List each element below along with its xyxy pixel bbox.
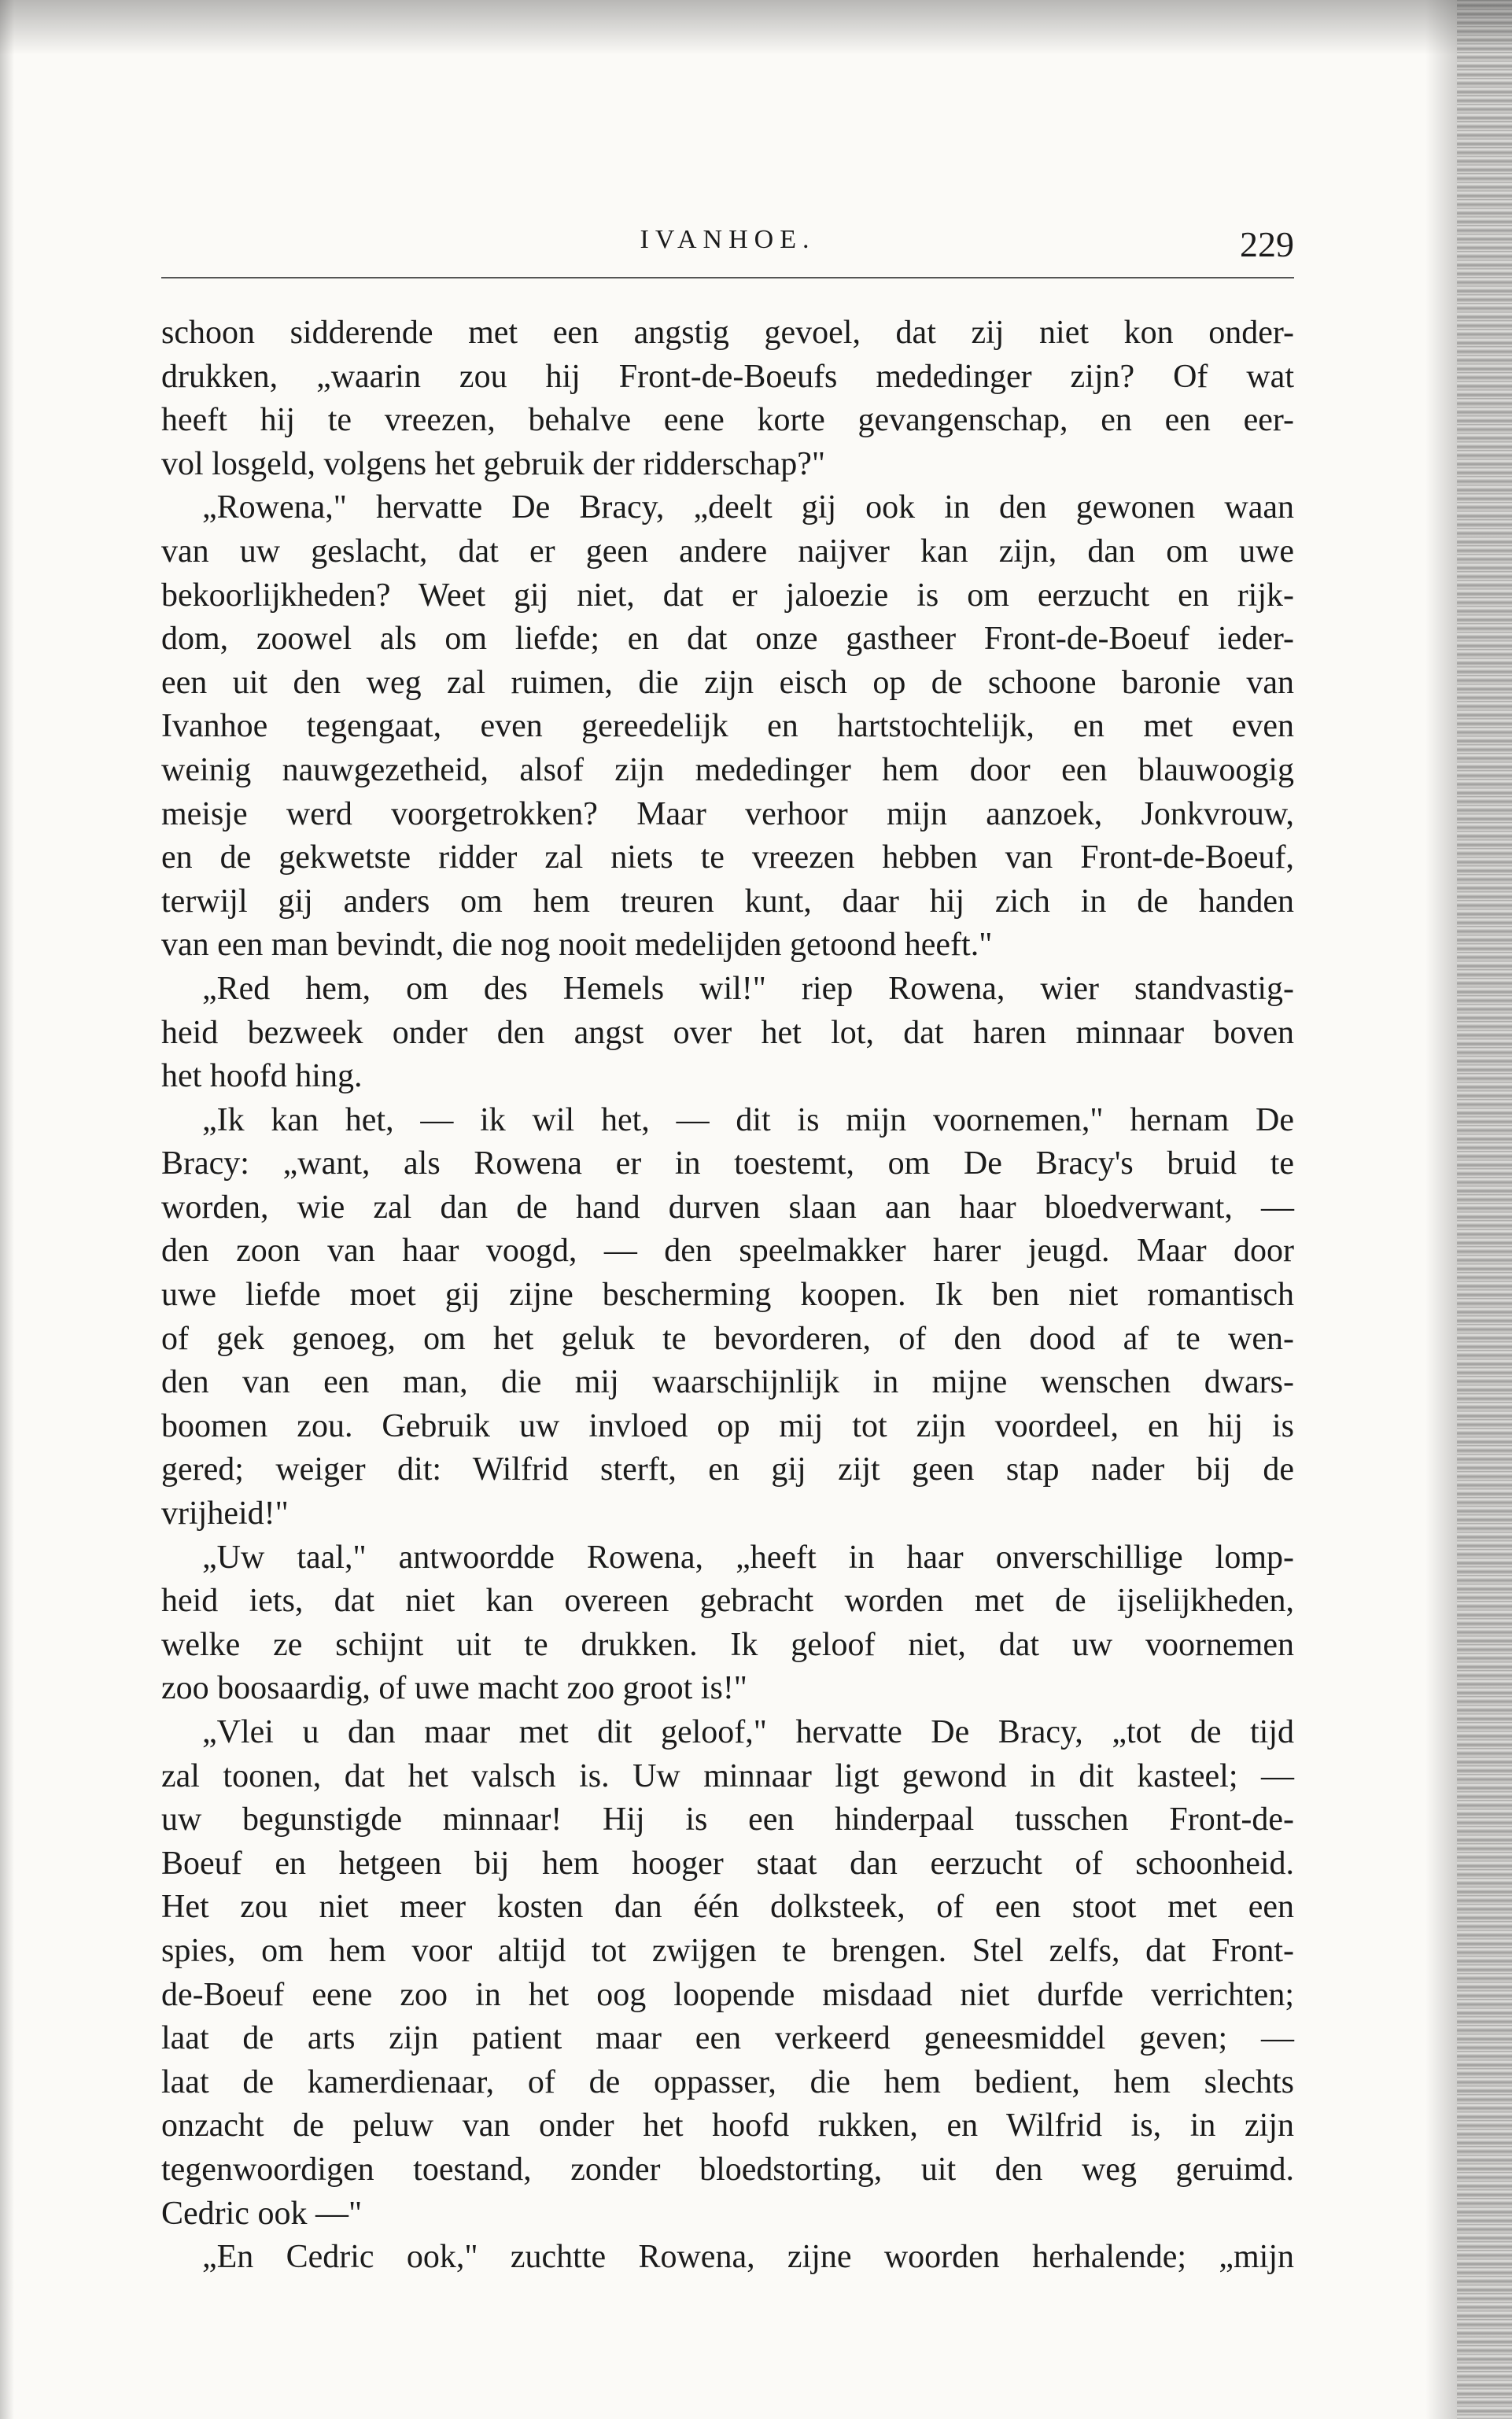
text-line: schoon sidderende met een angstig gevoel, dat zij niet kon onder-	[161, 315, 1294, 351]
text-line: heid bezweek onder den angst over het lot, dat haren minnaar boven	[161, 1014, 1294, 1051]
text-line: tegenwoordigen toestand, zonder bloedstorting, uit den weg geruimd.	[161, 2151, 1294, 2188]
body-text	[161, 312, 1294, 2280]
text-line: zal toonen, dat het valsch is. Uw minnaar ligt gewond in dit kasteel; —	[161, 1757, 1294, 1794]
text-line: heid iets, dat niet kan overeen gebracht worden met de ijselijkheden,	[161, 1583, 1294, 1620]
text-line: worden, wie zal dan de hand durven slaan aan haar bloedverwant, —	[161, 1189, 1294, 1226]
text-line: „En Cedric ook," zuchtte Rowena, zijne woorden herhalende; „mijn	[202, 2239, 1294, 2276]
text-line: weinig nauwgezetheid, alsof zijn mededinger hem door een blauwoogig	[161, 751, 1294, 788]
text-line: terwijl gij anders om hem treuren kunt, daar hij zich in de handen	[161, 883, 1294, 920]
text-line: dom, zoowel als om liefde; en dat onze gastheer Front-de-Boeuf ieder-	[161, 621, 1294, 658]
text-line: of gek genoeg, om het geluk te bevorderen, of den dood af te wen-	[161, 1320, 1294, 1357]
text-line: „Red hem, om des Hemels wil!" riep Rowena, wier standvastig-	[202, 970, 1294, 1007]
text-line: den van een man, die mij waarschijnlijk in mijne wenschen dwars-	[161, 1364, 1294, 1401]
text-line: Boeuf en hetgeen bij hem hooger staat dan eerzucht of schoonheid.	[161, 1845, 1294, 1882]
text-line: Het zou niet meer kosten dan één dolksteek, of een stoot met een	[161, 1889, 1294, 1926]
text-line: van een man bevindt, die nog nooit medelijden getoond heeft."	[161, 927, 993, 964]
text-line: een uit den weg zal ruimen, die zijn eisch op de schoone baronie van	[161, 664, 1294, 701]
page-number: 229	[1240, 224, 1294, 264]
text-line: welke ze schijnt uit te drukken. Ik geloof niet, dat uw voornemen	[161, 1626, 1294, 1663]
text-line: „Rowena," hervatte De Bracy, „deelt gij ook in den gewonen waan	[202, 489, 1294, 526]
text-line: uw begunstigde minnaar! Hij is een hinderpaal tusschen Front-de-	[161, 1801, 1294, 1838]
text-line: „Ik kan het, — ik wil het, — dit is mijn voornemen," hernam De	[202, 1101, 1294, 1138]
text-line: heeft hij te vreezen, behalve eene korte gevangenschap, en een eer-	[161, 402, 1294, 439]
text-line: den zoon van haar voogd, — den speelmakker harer jeugd. Maar door	[161, 1233, 1294, 1270]
text-line: vrijheid!"	[161, 1495, 289, 1532]
text-line: drukken, „waarin zou hij Front-de-Boeufs mededinger zijn? Of wat	[161, 358, 1294, 395]
text-line: gered; weiger dit: Wilfrid sterft, en gij zijt geen stap nader bij de	[161, 1451, 1294, 1488]
running-title: IVANHOE.	[640, 225, 816, 254]
header-rule	[161, 277, 1294, 278]
text-line: van uw geslacht, dat er geen andere naijver kan zijn, dan om uwe	[161, 533, 1294, 570]
text-line: laat de arts zijn patient maar een verkeerd geneesmiddel geven; —	[161, 2020, 1294, 2057]
scan-edge-top	[0, 0, 1512, 55]
text-line: vol losgeld, volgens het gebruik der ridderschap?"	[161, 445, 826, 482]
text-line: „Vlei u dan maar met dit geloof," hervatte De Bracy, „tot de tijd	[202, 1714, 1294, 1750]
text-line: spies, om hem voor altijd tot zwijgen te brengen. Stel zelfs, dat Front-	[161, 1932, 1294, 1969]
text-line: en de gekwetste ridder zal niets te vreezen hebben van Front-de-Boeuf,	[161, 839, 1294, 876]
text-line: Ivanhoe tegengaat, even gereedelijk en hartstochtelijk, en met even	[161, 708, 1294, 745]
text-line: Bracy: „want, als Rowena er in toestemt, om De Bracy's bruid te	[161, 1145, 1294, 1182]
text-line: meisje werd voorgetrokken? Maar verhoor mijn aanzoek, Jonkvrouw,	[161, 795, 1294, 832]
text-line: het hoofd hing.	[161, 1058, 363, 1095]
text-line: zoo boosaardig, of uwe macht zoo groot is!"	[161, 1670, 747, 1707]
text-line: boomen zou. Gebruik uw invloed op mij tot zijn voordeel, en hij is	[161, 1407, 1294, 1444]
text-line: onzacht de peluw van onder het hoofd rukken, en Wilfrid is, in zijn	[161, 2107, 1294, 2144]
text-line: uwe liefde moet gij zijne bescherming koopen. Ik ben niet romantisch	[161, 1277, 1294, 1314]
text-line: Cedric ook —"	[161, 2195, 363, 2232]
scan-edge-right	[1457, 0, 1512, 2419]
text-line: bekoorlijkheden? Weet gij niet, dat er jaloezie is om eerzucht en rijk-	[161, 577, 1294, 614]
text-line: laat de kamerdienaar, of de oppasser, die hem bedient, hem slechts	[161, 2063, 1294, 2100]
page-header	[161, 219, 1294, 266]
scan-edge-right-shadow	[1425, 0, 1457, 2419]
text-line: de-Boeuf eene zoo in het oog loopende misdaad niet durfde verrichten;	[161, 1976, 1294, 2013]
text-line: „Uw taal," antwoordde Rowena, „heeft in haar onverschillige lomp-	[202, 1539, 1294, 1576]
scan-edge-left	[0, 0, 14, 2419]
